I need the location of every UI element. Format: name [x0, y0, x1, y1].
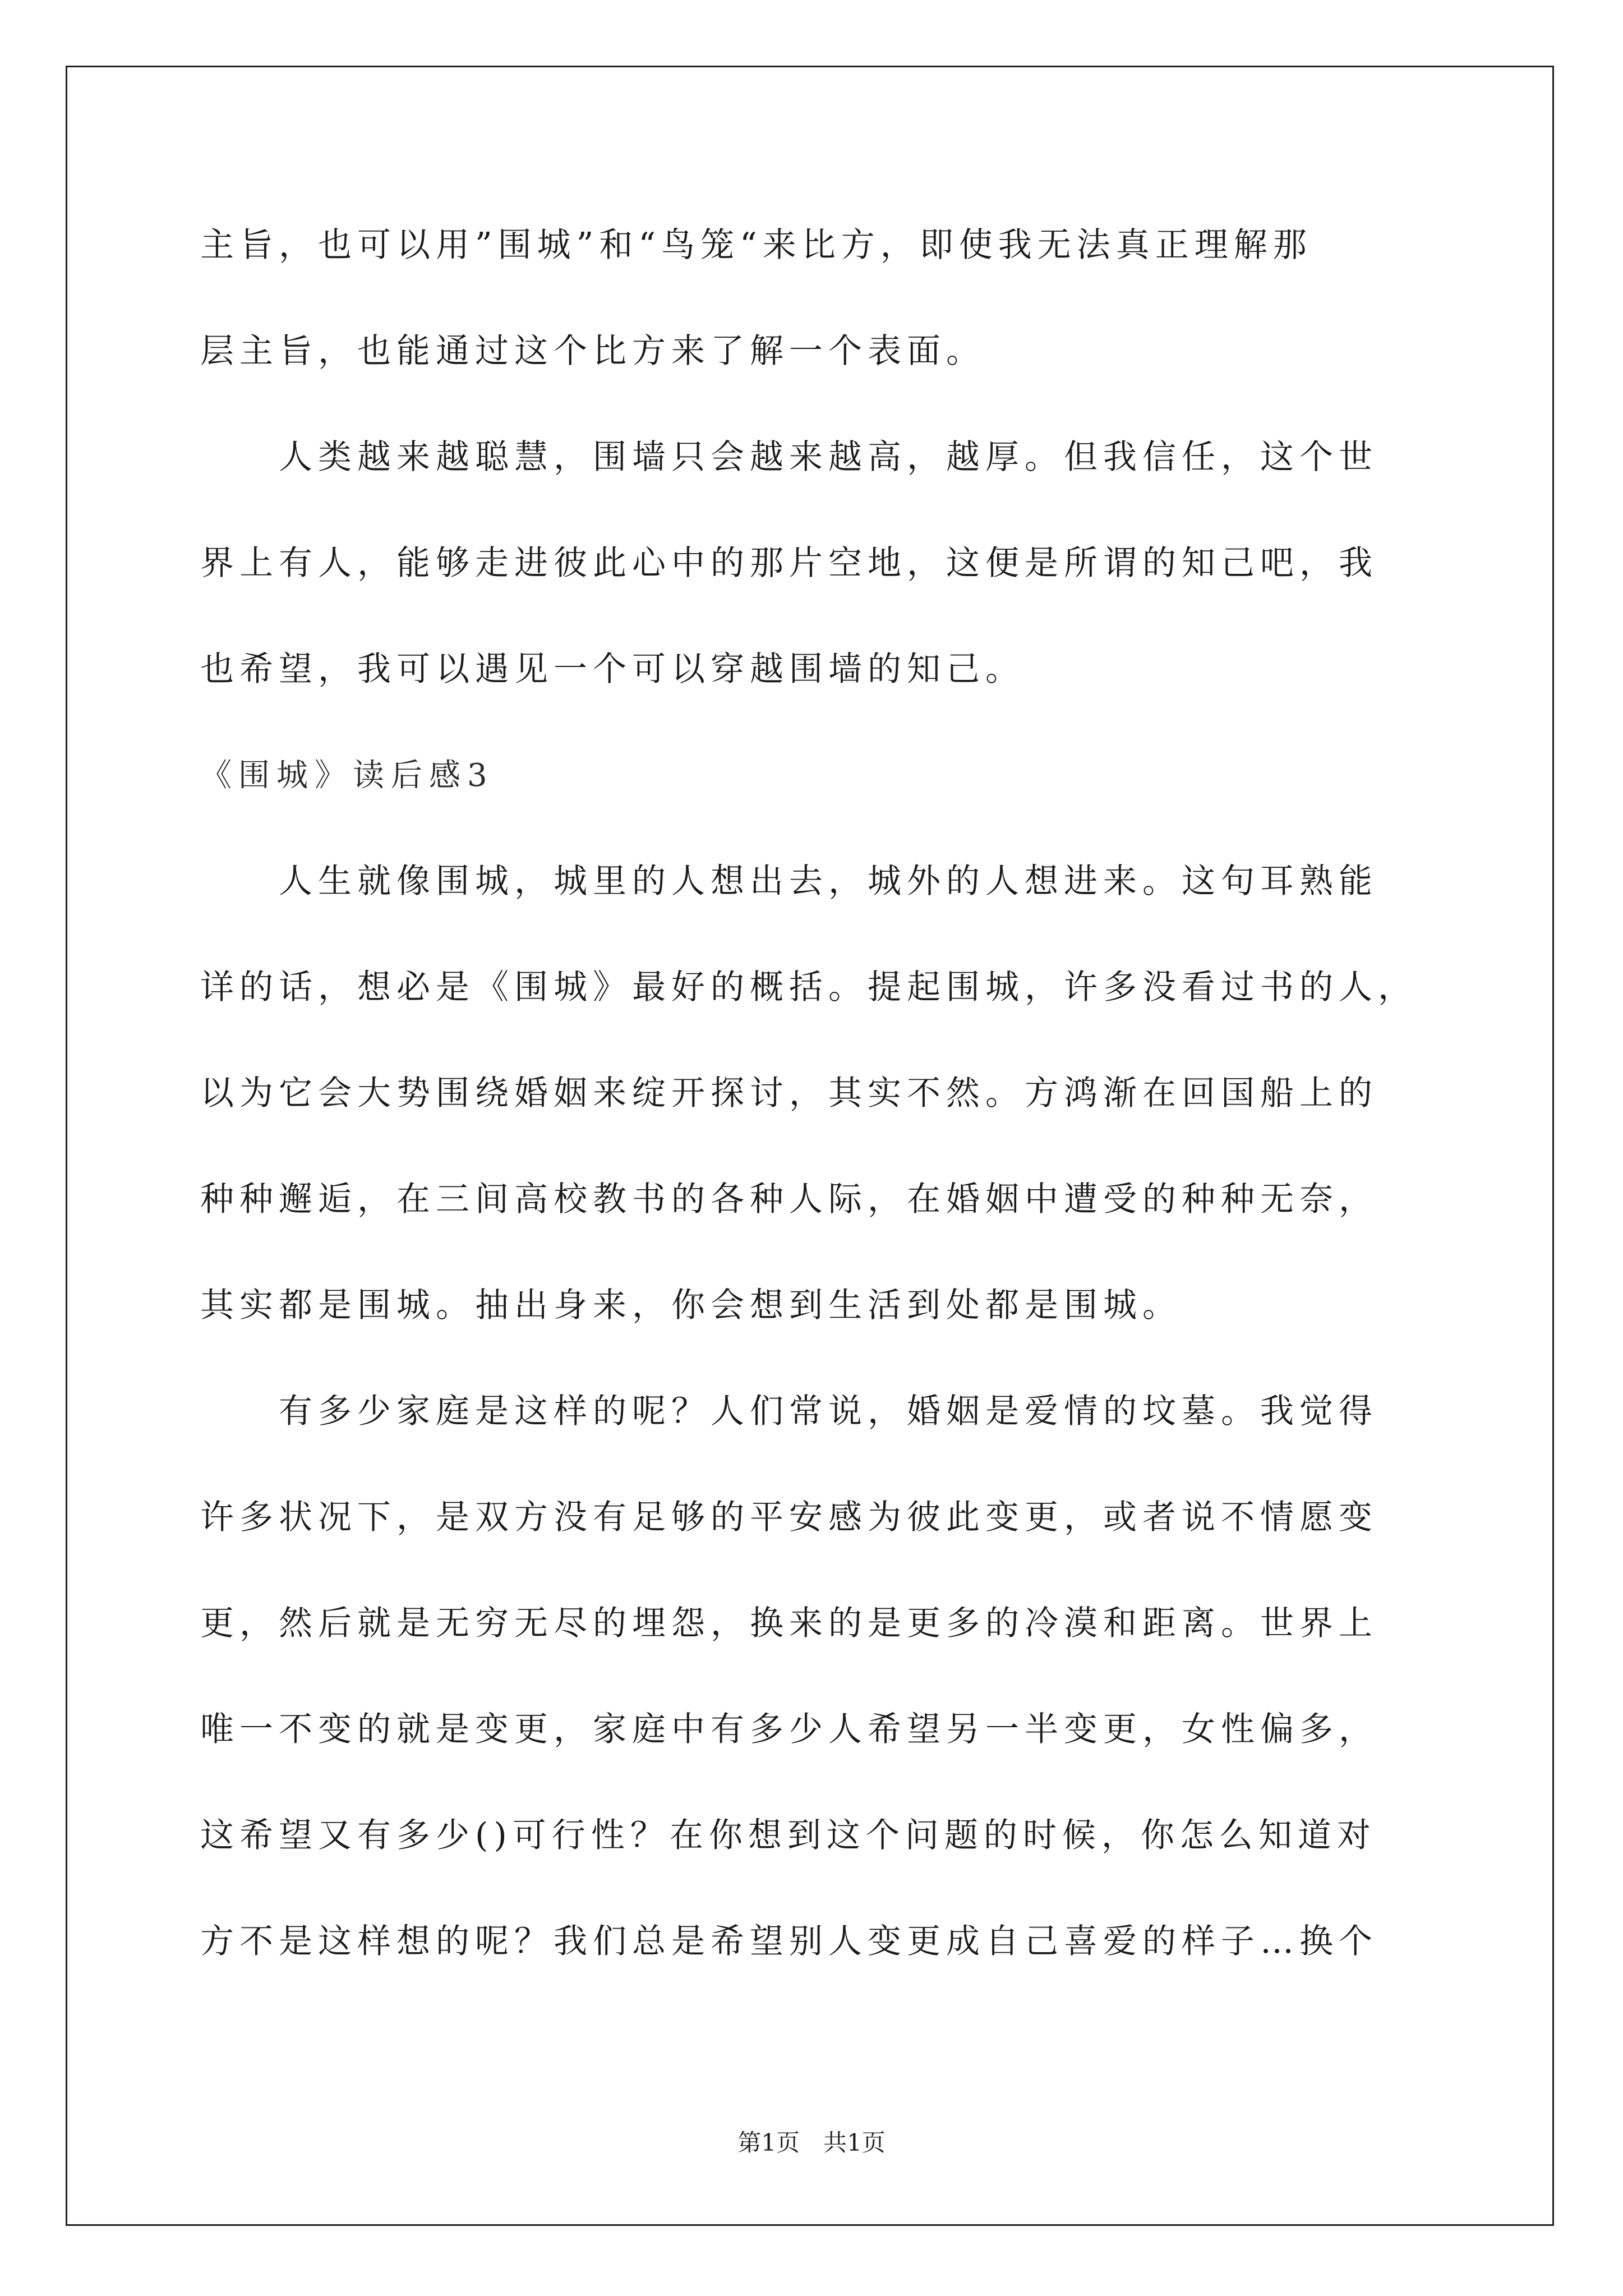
paragraph-line: 界上有人，能够走进彼此心中的那片空地，这便是所谓的知己吧，我 [200, 544, 1378, 583]
paragraph-line: 人类越来越聪慧，围墙只会越来越高，越厚。但我信任，这个世 [279, 438, 1378, 477]
paragraph-line: 人生就像围城，城里的人想出去，城外的人想进来。这句耳熟能 [279, 862, 1378, 901]
paragraph [200, 404, 1490, 723]
document-body [200, 192, 1490, 1995]
paragraph-line: 主旨，也可以用”围城”和“鸟笼“来比方，即使我无法真正理解那 [200, 226, 1312, 265]
section-heading: 《围城》读后感3 [200, 757, 494, 794]
paragraph-line: 唯一不变的就是变更，家庭中有多少人希望另一半变更，女性偏多， [200, 1710, 1378, 1749]
paragraph-line: 更，然后就是无穷无尽的埋怨，换来的是更多的冷漠和距离。世界上 [200, 1604, 1378, 1643]
paragraph [200, 192, 1490, 404]
paragraph [200, 829, 1490, 1359]
paragraph-line: 也希望，我可以遇见一个可以穿越围墙的知己。 [200, 650, 1025, 689]
paragraph-line: 方不是这样想的呢？我们总是希望别人变更成自己喜爱的样子…换个 [200, 1922, 1378, 1961]
paragraph-line: 这希望又有多少()可行性？在你想到这个问题的时候，你怎么知道对 [200, 1816, 1376, 1855]
paragraph-line: 详的话，想必是《围城》最好的概括。提起围城，许多没看过书的人， [200, 968, 1417, 1007]
paragraph-line: 层主旨，也能通过这个比方来了解一个表面。 [200, 332, 985, 371]
page-footer: 第1页 共1页 [737, 2129, 886, 2156]
paragraph-line: 有多少家庭是这样的呢？人们常说，婚姻是爱情的坟墓。我觉得 [279, 1392, 1378, 1431]
paragraph-line: 种种邂逅，在三间高校教书的各种人际，在婚姻中遭受的种种无奈， [200, 1180, 1378, 1219]
paragraph-line: 以为它会大势围绕婚姻来绽开探讨，其实不然。方鸿渐在回国船上的 [200, 1074, 1378, 1113]
paragraph-line: 许多状况下，是双方没有足够的平安感为彼此变更，或者说不情愿变 [200, 1498, 1378, 1537]
paragraph-line: 其实都是围城。抽出身来，你会想到生活到处都是围城。 [200, 1286, 1182, 1325]
paragraph [200, 1359, 1490, 1995]
